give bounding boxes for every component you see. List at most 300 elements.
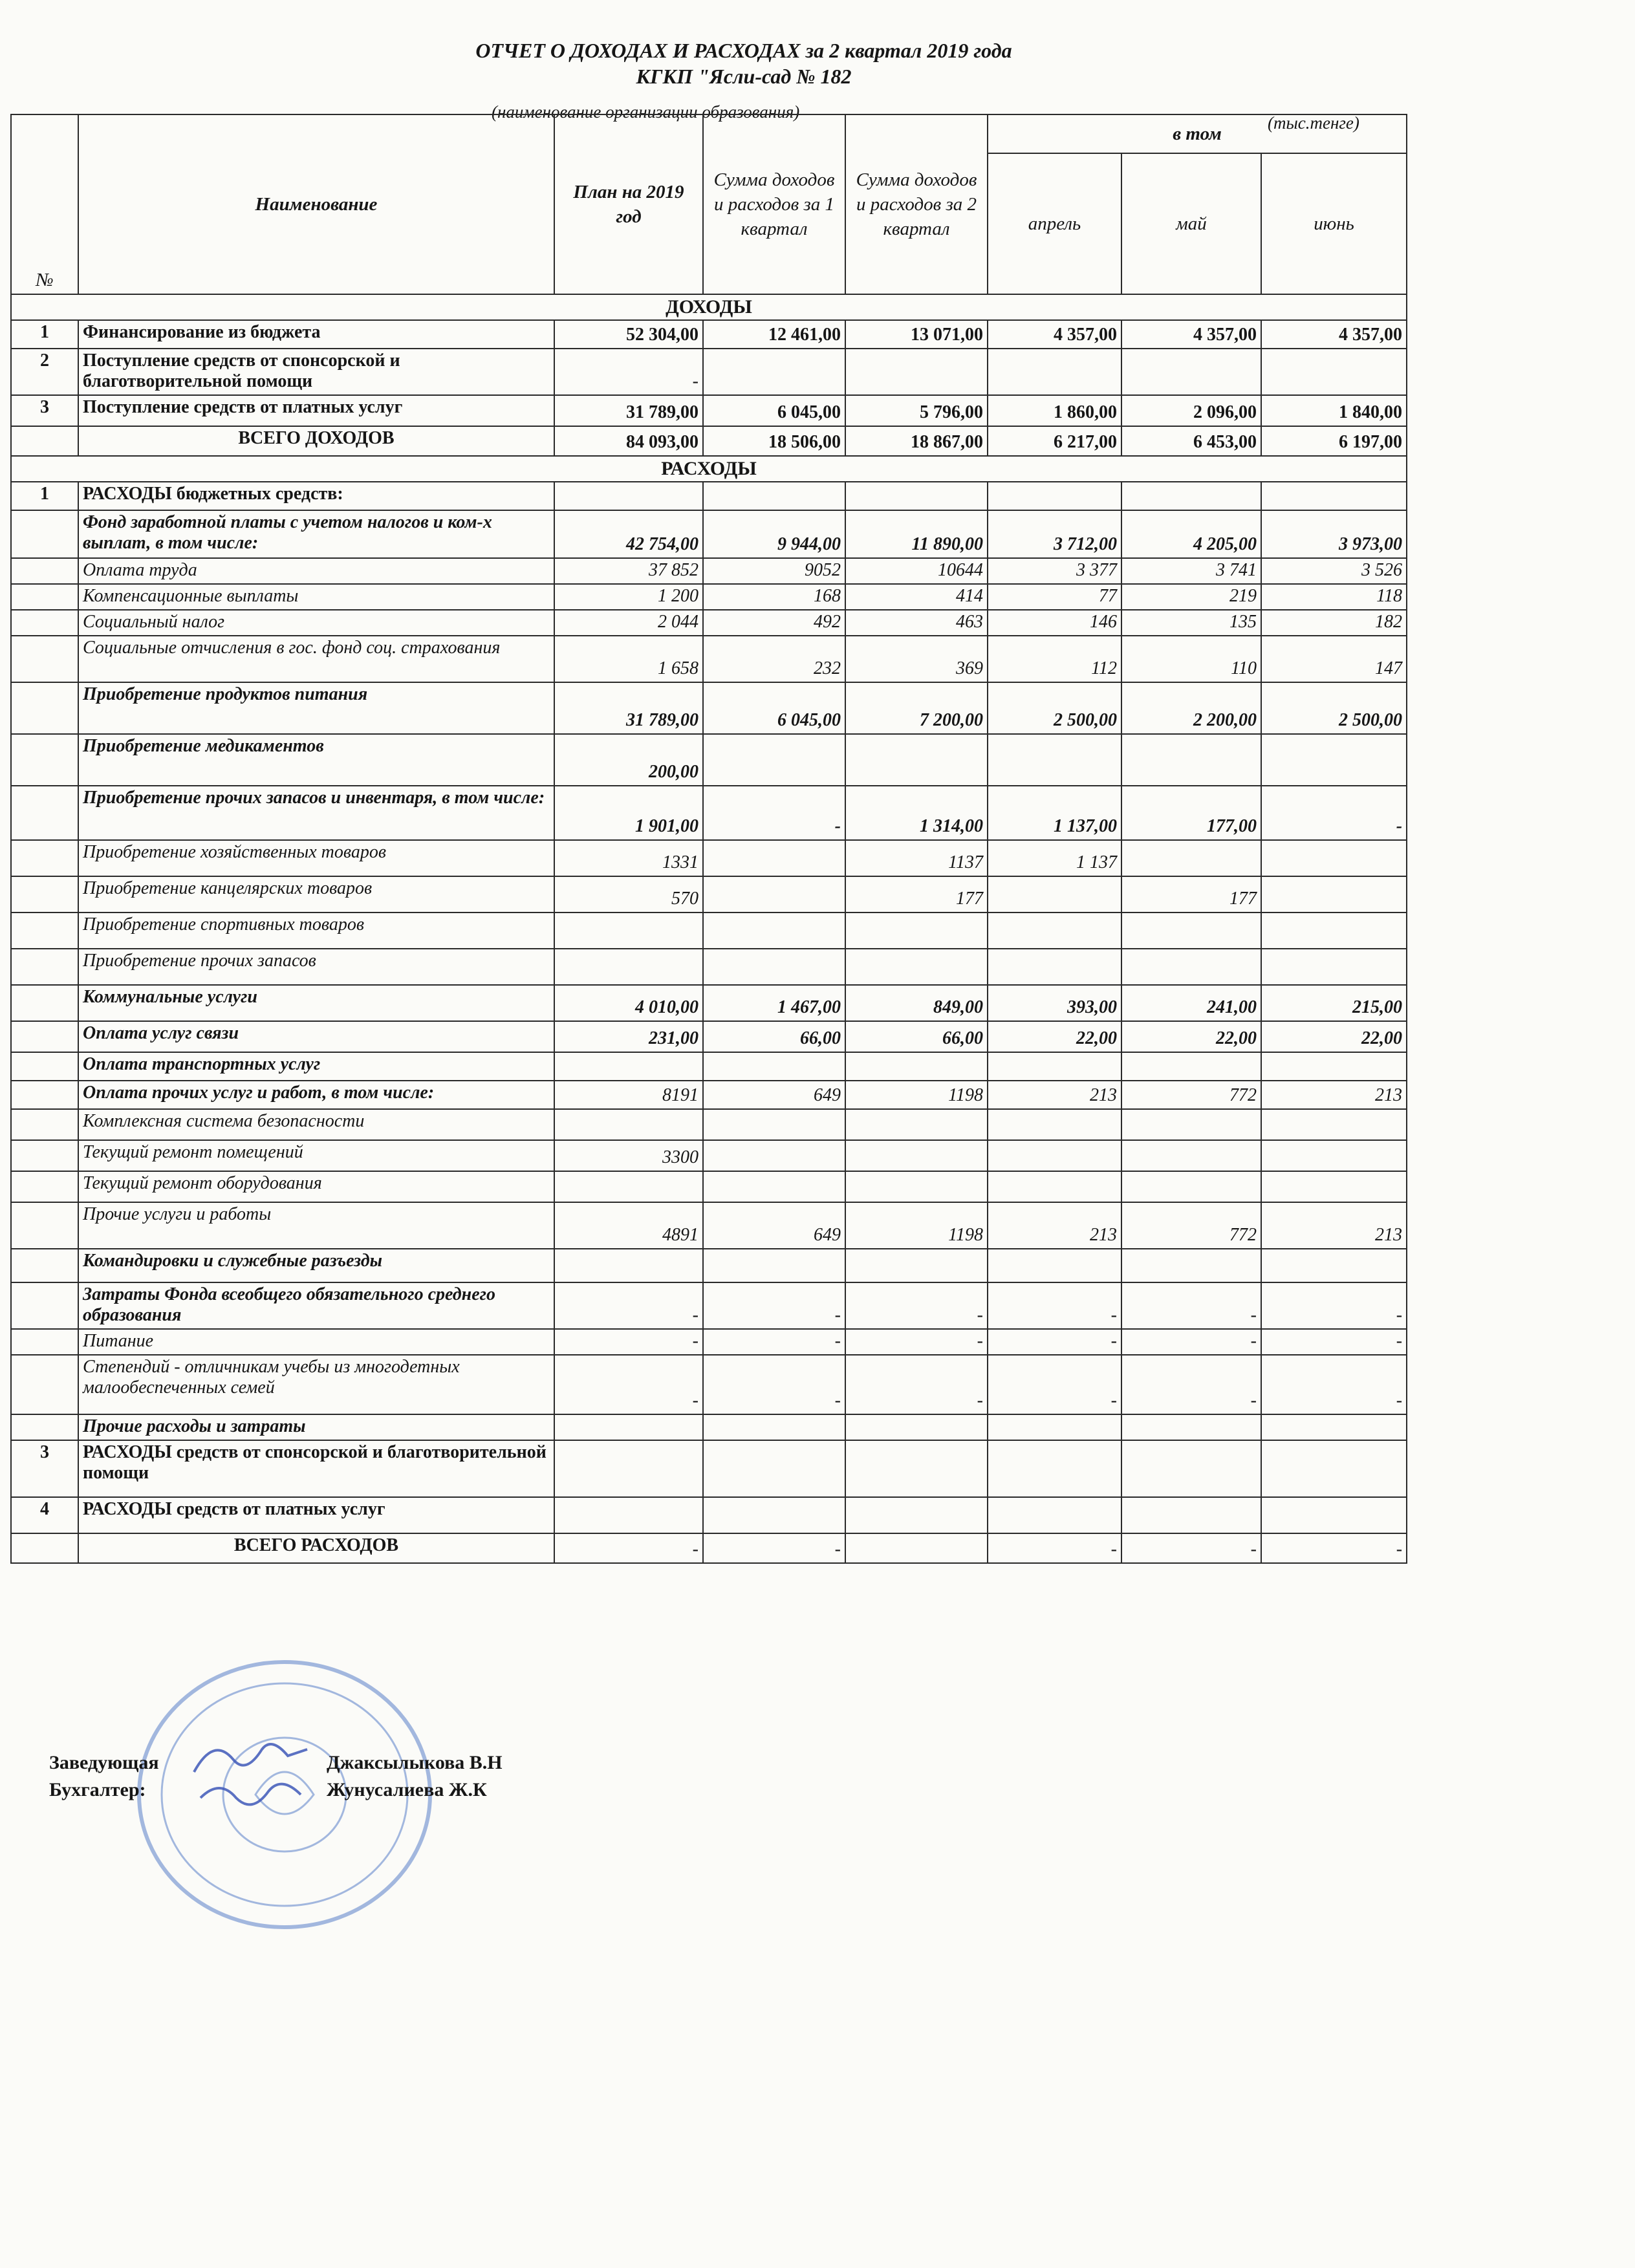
cell-q2: 66,00: [845, 1021, 988, 1052]
table-row: [11, 1497, 1407, 1533]
row-name: Оплата труда: [78, 558, 554, 584]
cell-plan: [554, 1440, 703, 1497]
organization-caption: (наименование организации образования): [492, 102, 800, 122]
cell-jun: -: [1261, 786, 1407, 840]
table-row: [11, 1249, 1407, 1282]
row-name: Командировки и служебные разъезды: [78, 1249, 554, 1282]
row-name: Приобретение спортивных товаров: [78, 913, 554, 949]
table-row: [11, 1355, 1407, 1414]
cell-apr: [988, 1109, 1121, 1140]
cell-jun: 213: [1261, 1081, 1407, 1109]
cell-jun: [1261, 840, 1407, 876]
cell-plan: -: [554, 1282, 703, 1329]
table-row: [11, 482, 1407, 510]
row-name: Питание: [78, 1329, 554, 1355]
cell-apr: -: [988, 1355, 1121, 1414]
cell-plan: [554, 1171, 703, 1202]
cell-q1: [703, 1171, 845, 1202]
cell-may: [1121, 349, 1261, 395]
row-name: Компенсационные выплаты: [78, 584, 554, 610]
cell-q2: [845, 1052, 988, 1081]
cell-plan: -: [554, 1355, 703, 1414]
cell-may: 2 200,00: [1121, 682, 1261, 734]
row-name: Оплата услуг связи: [78, 1021, 554, 1052]
table-row: [11, 1052, 1407, 1081]
cell-plan: 4891: [554, 1202, 703, 1249]
header-june: июнь: [1261, 153, 1407, 294]
cell-q1: 168: [703, 584, 845, 610]
table-row: [11, 734, 1407, 786]
cell-plan: [554, 1497, 703, 1533]
cell-q2: [845, 1249, 988, 1282]
cell-q1: 12 461,00: [703, 320, 845, 349]
cell-may: 4 205,00: [1121, 510, 1261, 558]
table-row: [11, 949, 1407, 985]
cell-may: 772: [1121, 1081, 1261, 1109]
cell-jun: -: [1261, 1533, 1407, 1563]
cell-q1: 6 045,00: [703, 395, 845, 426]
cell-may: [1121, 1497, 1261, 1533]
cell-apr: [988, 1140, 1121, 1171]
row-number: [11, 584, 78, 610]
cell-may: 2 096,00: [1121, 395, 1261, 426]
cell-jun: [1261, 1171, 1407, 1202]
row-number: 3: [11, 1440, 78, 1497]
table-row: [11, 1140, 1407, 1171]
cell-q1: 649: [703, 1081, 845, 1109]
report-title: ОТЧЕТ О ДОХОДАХ И РАСХОДАХ за 2 квартал 2019 года: [475, 39, 1012, 62]
table-row: [11, 426, 1407, 456]
cell-may: 110: [1121, 636, 1261, 682]
row-number: 3: [11, 395, 78, 426]
cell-apr: 3 377: [988, 558, 1121, 584]
table-row: [11, 786, 1407, 840]
cell-q1: [703, 840, 845, 876]
cell-jun: [1261, 913, 1407, 949]
signature-labels: [49, 1749, 159, 1804]
row-name: Финансирование из бюджета: [78, 320, 554, 349]
cell-may: [1121, 840, 1261, 876]
table-row: [11, 682, 1407, 734]
cell-jun: [1261, 1440, 1407, 1497]
row-name: Социальные отчисления в гос. фонд соц. страхования: [78, 636, 554, 682]
cell-plan: 1 901,00: [554, 786, 703, 840]
cell-apr: 6 217,00: [988, 426, 1121, 456]
table-row: [11, 636, 1407, 682]
cell-q1: [703, 1249, 845, 1282]
row-name: Комплексная система безопасности: [78, 1109, 554, 1140]
table-row: [11, 1109, 1407, 1140]
accountant-label: Бухгалтер:: [49, 1779, 146, 1800]
header-q2: Сумма доходов и расходов за 2 квартал: [845, 114, 988, 294]
cell-apr: 22,00: [988, 1021, 1121, 1052]
cell-jun: 2 500,00: [1261, 682, 1407, 734]
row-name: Приобретение хозяйственных товаров: [78, 840, 554, 876]
cell-apr: 393,00: [988, 985, 1121, 1021]
cell-jun: 4 357,00: [1261, 320, 1407, 349]
cell-q1: [703, 1497, 845, 1533]
row-number: 1: [11, 482, 78, 510]
cell-jun: [1261, 482, 1407, 510]
cell-q1: [703, 876, 845, 913]
table-row: [11, 1282, 1407, 1329]
cell-jun: [1261, 876, 1407, 913]
cell-apr: 213: [988, 1202, 1121, 1249]
cell-may: [1121, 482, 1261, 510]
cell-may: [1121, 1109, 1261, 1140]
cell-q2: 18 867,00: [845, 426, 988, 456]
header-q1: Сумма доходов и расходов за 1 квартал: [703, 114, 845, 294]
row-name: Прочие расходы и затраты: [78, 1414, 554, 1440]
cell-jun: 118: [1261, 584, 1407, 610]
cell-plan: 31 789,00: [554, 682, 703, 734]
cell-plan: [554, 1109, 703, 1140]
cell-q1: 18 506,00: [703, 426, 845, 456]
row-number: [11, 1355, 78, 1414]
cell-jun: -: [1261, 1329, 1407, 1355]
cell-may: [1121, 949, 1261, 985]
table-row: [11, 558, 1407, 584]
row-name: Приобретение продуктов питания: [78, 682, 554, 734]
cell-q1: [703, 734, 845, 786]
row-name: Приобретение медикаментов: [78, 734, 554, 786]
signature-names: [327, 1749, 503, 1804]
row-name: Социальный налог: [78, 610, 554, 636]
row-number: [11, 1282, 78, 1329]
cell-may: 772: [1121, 1202, 1261, 1249]
cell-apr: 213: [988, 1081, 1121, 1109]
cell-q1: 9 944,00: [703, 510, 845, 558]
report-table: [10, 114, 1407, 1564]
row-name: Поступление средств от спонсорской и благотворительной помощи: [78, 349, 554, 395]
table-row: [11, 840, 1407, 876]
cell-q2: -: [845, 1282, 988, 1329]
row-number: [11, 1021, 78, 1052]
table-row: [11, 985, 1407, 1021]
cell-plan: 42 754,00: [554, 510, 703, 558]
cell-apr: [988, 734, 1121, 786]
cell-q2: 177: [845, 876, 988, 913]
cell-jun: [1261, 1249, 1407, 1282]
cell-plan: 231,00: [554, 1021, 703, 1052]
cell-plan: 8191: [554, 1081, 703, 1109]
cell-jun: [1261, 734, 1407, 786]
cell-may: -: [1121, 1355, 1261, 1414]
row-name: Степендий - отличникам учебы из многодетных малообеспеченных семей: [78, 1355, 554, 1414]
cell-q2: 10644: [845, 558, 988, 584]
cell-plan: -: [554, 1329, 703, 1355]
table-row: [11, 1440, 1407, 1497]
row-number: [11, 1202, 78, 1249]
table-row: [11, 349, 1407, 395]
cell-q1: [703, 482, 845, 510]
cell-q2: [845, 949, 988, 985]
cell-q1: [703, 1052, 845, 1081]
cell-jun: 3 973,00: [1261, 510, 1407, 558]
row-name: РАСХОДЫ бюджетных средств:: [78, 482, 554, 510]
header-plan: План на 2019 год: [554, 114, 703, 294]
cell-plan: 1 200: [554, 584, 703, 610]
cell-q1: -: [703, 1282, 845, 1329]
row-name: Оплата прочих услуг и работ, в том числе:: [78, 1081, 554, 1109]
table-row: [11, 395, 1407, 426]
cell-q1: [703, 1414, 845, 1440]
cell-q2: 1137: [845, 840, 988, 876]
row-number: [11, 610, 78, 636]
row-name: Оплата транспортных услуг: [78, 1052, 554, 1081]
cell-apr: -: [988, 1282, 1121, 1329]
cell-q2: -: [845, 1329, 988, 1355]
row-number: [11, 734, 78, 786]
row-number: [11, 1109, 78, 1140]
signature-marks: [188, 1733, 317, 1817]
cell-jun: -: [1261, 1282, 1407, 1329]
cell-may: 22,00: [1121, 1021, 1261, 1052]
cell-q2: 1198: [845, 1202, 988, 1249]
cell-jun: 6 197,00: [1261, 426, 1407, 456]
section-title: ДОХОДЫ: [11, 294, 1407, 320]
cell-plan: 3300: [554, 1140, 703, 1171]
cell-plan: [554, 949, 703, 985]
cell-apr: 2 500,00: [988, 682, 1121, 734]
row-number: [11, 1140, 78, 1171]
cell-q2: 11 890,00: [845, 510, 988, 558]
cell-apr: 1 137: [988, 840, 1121, 876]
section-title: РАСХОДЫ: [11, 456, 1407, 482]
cell-q2: [845, 1440, 988, 1497]
row-name: Затраты Фонда всеобщего обязательного среднего образования: [78, 1282, 554, 1329]
cell-may: [1121, 1249, 1261, 1282]
cell-may: 177,00: [1121, 786, 1261, 840]
cell-plan: 4 010,00: [554, 985, 703, 1021]
row-number: [11, 426, 78, 456]
table-row: [11, 610, 1407, 636]
cell-q1: -: [703, 1355, 845, 1414]
cell-may: [1121, 1140, 1261, 1171]
row-name: РАСХОДЫ средств от платных услуг: [78, 1497, 554, 1533]
header-may: май: [1121, 153, 1261, 294]
header-name: Наименование: [78, 114, 554, 294]
cell-jun: [1261, 1109, 1407, 1140]
row-number: [11, 949, 78, 985]
cell-q2: [845, 349, 988, 395]
cell-q1: 492: [703, 610, 845, 636]
table-row: [11, 1171, 1407, 1202]
table-row: [11, 1414, 1407, 1440]
row-number: [11, 510, 78, 558]
cell-apr: 1 137,00: [988, 786, 1121, 840]
cell-apr: 112: [988, 636, 1121, 682]
cell-apr: 3 712,00: [988, 510, 1121, 558]
row-number: [11, 1171, 78, 1202]
row-number: [11, 876, 78, 913]
cell-q1: -: [703, 1329, 845, 1355]
row-name: Приобретение прочих запасов: [78, 949, 554, 985]
cell-apr: [988, 1414, 1121, 1440]
table-row: [11, 584, 1407, 610]
cell-q1: 232: [703, 636, 845, 682]
cell-q2: [845, 1171, 988, 1202]
cell-q1: [703, 913, 845, 949]
cell-may: 177: [1121, 876, 1261, 913]
cell-q2: 369: [845, 636, 988, 682]
row-name: РАСХОДЫ средств от спонсорской и благотворительной помощи: [78, 1440, 554, 1497]
cell-apr: [988, 876, 1121, 913]
cell-q1: [703, 1140, 845, 1171]
cell-may: 135: [1121, 610, 1261, 636]
cell-apr: [988, 913, 1121, 949]
row-name: ВСЕГО ДОХОДОВ: [78, 426, 554, 456]
table-row: [11, 1202, 1407, 1249]
cell-plan: 2 044: [554, 610, 703, 636]
cell-apr: -: [988, 1533, 1121, 1563]
cell-may: 219: [1121, 584, 1261, 610]
cell-may: [1121, 1440, 1261, 1497]
organization-name: КГКП "Ясли-сад № 182: [636, 65, 852, 88]
cell-q1: 1 467,00: [703, 985, 845, 1021]
cell-q2: 414: [845, 584, 988, 610]
cell-q2: -: [845, 1355, 988, 1414]
cell-may: 6 453,00: [1121, 426, 1261, 456]
row-number: [11, 1414, 78, 1440]
cell-q1: [703, 1109, 845, 1140]
cell-q2: [845, 1109, 988, 1140]
row-name: Приобретение канцелярских товаров: [78, 876, 554, 913]
cell-may: [1121, 1052, 1261, 1081]
cell-apr: [988, 1440, 1121, 1497]
cell-plan: [554, 1052, 703, 1081]
cell-may: 3 741: [1121, 558, 1261, 584]
cell-jun: 22,00: [1261, 1021, 1407, 1052]
cell-plan: [554, 1414, 703, 1440]
cell-apr: 4 357,00: [988, 320, 1121, 349]
cell-apr: 146: [988, 610, 1121, 636]
row-number: [11, 1249, 78, 1282]
table-row: [11, 1329, 1407, 1355]
row-name: Коммунальные услуги: [78, 985, 554, 1021]
row-number: [11, 1081, 78, 1109]
header-num: №: [11, 114, 78, 294]
cell-may: [1121, 1414, 1261, 1440]
cell-q2: 7 200,00: [845, 682, 988, 734]
section-row-expenses: [11, 456, 1407, 482]
row-number: [11, 840, 78, 876]
row-name: Приобретение прочих запасов и инвентаря, в том числе:: [78, 786, 554, 840]
row-number: [11, 1052, 78, 1081]
cell-apr: [988, 949, 1121, 985]
row-name: Фонд заработной платы с учетом налогов и ком-х выплат, в том числе:: [78, 510, 554, 558]
cell-jun: 1 840,00: [1261, 395, 1407, 426]
row-name: Прочие услуги и работы: [78, 1202, 554, 1249]
row-number: [11, 682, 78, 734]
cell-q2: [845, 1533, 988, 1563]
section-row-income: [11, 294, 1407, 320]
cell-plan: 200,00: [554, 734, 703, 786]
row-number: 4: [11, 1497, 78, 1533]
cell-plan: [554, 482, 703, 510]
table-row: [11, 1533, 1407, 1563]
table-row: [11, 320, 1407, 349]
cell-q1: 66,00: [703, 1021, 845, 1052]
cell-jun: 215,00: [1261, 985, 1407, 1021]
cell-may: -: [1121, 1329, 1261, 1355]
accountant-name: Жунусалиева Ж.К: [327, 1779, 487, 1800]
cell-jun: [1261, 1052, 1407, 1081]
cell-plan: [554, 913, 703, 949]
cell-plan: 37 852: [554, 558, 703, 584]
cell-may: [1121, 913, 1261, 949]
row-number: [11, 636, 78, 682]
table-row: [11, 876, 1407, 913]
cell-q2: [845, 1497, 988, 1533]
cell-q2: [845, 1414, 988, 1440]
cell-plan: 52 304,00: [554, 320, 703, 349]
cell-apr: 77: [988, 584, 1121, 610]
cell-apr: -: [988, 1329, 1121, 1355]
cell-q2: 849,00: [845, 985, 988, 1021]
row-number: [11, 985, 78, 1021]
row-number: 2: [11, 349, 78, 395]
cell-plan: 84 093,00: [554, 426, 703, 456]
cell-plan: [554, 1249, 703, 1282]
head-name: Джаксылыкова В.Н: [327, 1752, 503, 1773]
cell-apr: [988, 1249, 1121, 1282]
cell-plan: 1331: [554, 840, 703, 876]
cell-apr: [988, 1497, 1121, 1533]
header-in-that: в том: [988, 114, 1407, 153]
cell-may: -: [1121, 1533, 1261, 1563]
cell-may: -: [1121, 1282, 1261, 1329]
row-number: [11, 786, 78, 840]
cell-q1: 649: [703, 1202, 845, 1249]
cell-q2: 1 314,00: [845, 786, 988, 840]
head-label: Заведующая: [49, 1752, 159, 1773]
cell-q2: 1198: [845, 1081, 988, 1109]
row-number: [11, 913, 78, 949]
cell-apr: [988, 1052, 1121, 1081]
table-row: [11, 1021, 1407, 1052]
cell-apr: [988, 349, 1121, 395]
cell-may: 4 357,00: [1121, 320, 1261, 349]
cell-plan: 1 658: [554, 636, 703, 682]
cell-may: [1121, 734, 1261, 786]
cell-apr: [988, 1171, 1121, 1202]
header-april: апрель: [988, 153, 1121, 294]
row-number: [11, 1533, 78, 1563]
row-name: ВСЕГО РАСХОДОВ: [78, 1533, 554, 1563]
table-row: [11, 1081, 1407, 1109]
cell-q2: [845, 1140, 988, 1171]
cell-plan: -: [554, 1533, 703, 1563]
table-row: [11, 913, 1407, 949]
row-name: Текущий ремонт оборудования: [78, 1171, 554, 1202]
row-number: [11, 1329, 78, 1355]
cell-q2: 463: [845, 610, 988, 636]
cell-jun: 182: [1261, 610, 1407, 636]
cell-plan: -: [554, 349, 703, 395]
cell-may: 241,00: [1121, 985, 1261, 1021]
cell-plan: 31 789,00: [554, 395, 703, 426]
cell-q2: [845, 482, 988, 510]
row-number: [11, 558, 78, 584]
cell-jun: 3 526: [1261, 558, 1407, 584]
cell-jun: [1261, 1140, 1407, 1171]
cell-q1: [703, 349, 845, 395]
units-label: (тыс.тенге): [1268, 113, 1359, 133]
cell-apr: [988, 482, 1121, 510]
cell-q1: [703, 1440, 845, 1497]
cell-q2: 5 796,00: [845, 395, 988, 426]
